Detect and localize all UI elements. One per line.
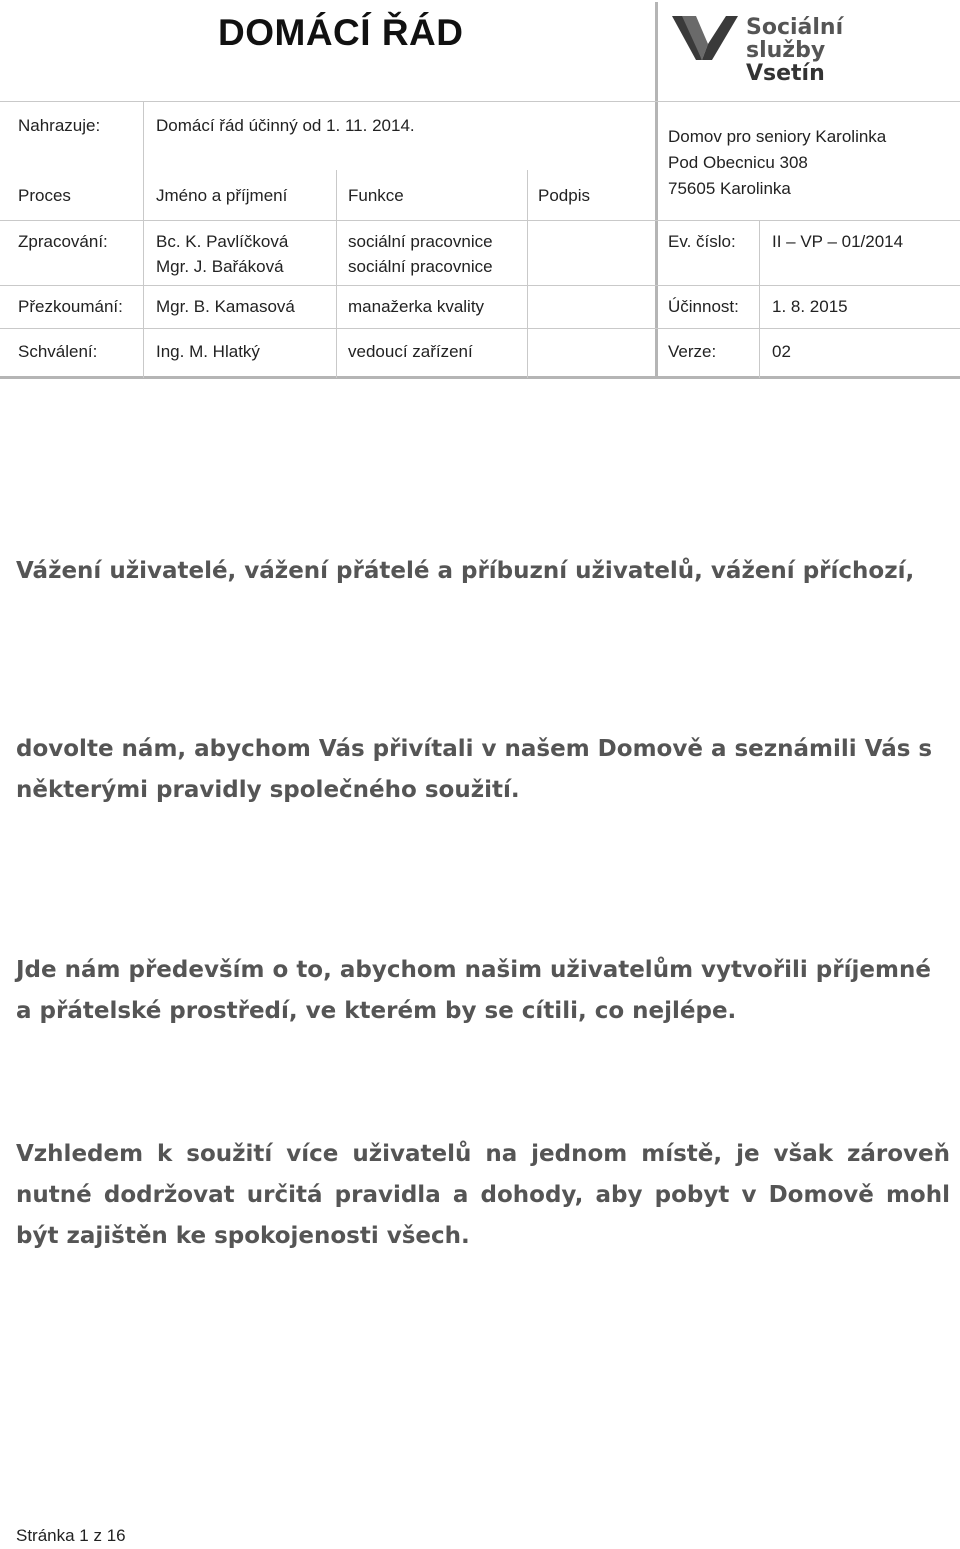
approved-function: vedoucí zařízení: [348, 342, 473, 361]
facility-address: [668, 124, 886, 202]
prepared-name: Bc. K. Pavlíčková: [156, 232, 289, 251]
meta-label-effective: Účinnost:: [668, 297, 739, 316]
purpose-paragraph: Jde nám především o to, abychom našim uživatelům vytvořili příjemné a přátelské prostředí, ve kterém by se cítili, co nejlépe.: [16, 957, 931, 1024]
col-divider: [759, 220, 760, 378]
col-divider: [336, 170, 337, 378]
address-line: Pod Obecnicu 308: [668, 153, 808, 172]
address-line: 75605 Karolinka: [668, 179, 791, 198]
address-line: Domov pro seniory Karolinka: [668, 127, 887, 146]
rule: [0, 285, 960, 286]
reviewed-function: manažerka kvality: [348, 297, 485, 316]
logo-line2: Vsetín: [746, 61, 825, 86]
col-divider: [527, 170, 528, 378]
prepared-function: sociální pracovnice: [348, 257, 493, 276]
row-label-prepared: Zpracování:: [18, 232, 108, 251]
header-divider: [655, 2, 658, 378]
logo-line1: Sociální služby: [746, 15, 844, 63]
approved-name: Ing. M. Hlatký: [156, 342, 260, 361]
rule: [0, 101, 960, 102]
page-number: Stránka 1 z 16: [16, 1526, 126, 1545]
table-bottom-rule: [0, 376, 960, 379]
rules-paragraph: Vzhledem k soužití více uživatelů na jednom místě, je však zároveň nutné dodržovat určitá pravidla a dohody, aby pobyt v Domově mohl být zajištěn ke spokojenosti všech.: [16, 1141, 950, 1249]
rule: [0, 220, 960, 221]
replaces-value: Domácí řád účinný od 1. 11. 2014.: [156, 116, 415, 135]
prepared-function: sociální pracovnice: [348, 232, 493, 251]
reviewed-name: Mgr. B. Kamasová: [156, 297, 295, 316]
welcome-paragraph: dovolte nám, abychom Vás přivítali v našem Domově a seznámili Vás s některými pravidly společného soužití.: [16, 736, 933, 803]
column-header-name: Jméno a příjmení: [156, 186, 288, 205]
column-header-process: Proces: [18, 186, 71, 205]
meta-value-version: 02: [772, 342, 791, 361]
meta-value-effective: 1. 8. 2015: [772, 297, 848, 316]
replaces-label: Nahrazuje:: [18, 116, 101, 135]
meta-value-record-number: II – VP – 01/2014: [772, 232, 904, 251]
row-label-approved: Schválení:: [18, 342, 98, 361]
logo-text: [746, 16, 912, 85]
greeting-paragraph: Vážení uživatelé, vážení přátelé a příbuzní uživatelů, vážení příchozí,: [16, 558, 915, 584]
column-header-signature: Podpis: [538, 186, 590, 205]
meta-label-record-number: Ev. číslo:: [668, 232, 736, 251]
organization-logo: [672, 14, 912, 86]
social-services-v-logo-icon: [672, 14, 738, 62]
prepared-name: Mgr. J. Bařáková: [156, 257, 284, 276]
col-divider: [143, 101, 144, 378]
rule: [0, 328, 960, 329]
document-title: DOMÁCÍ ŘÁD: [218, 12, 464, 53]
meta-label-version: Verze:: [668, 342, 717, 361]
row-label-reviewed: Přezkoumání:: [18, 297, 123, 316]
column-header-function: Funkce: [348, 186, 404, 205]
